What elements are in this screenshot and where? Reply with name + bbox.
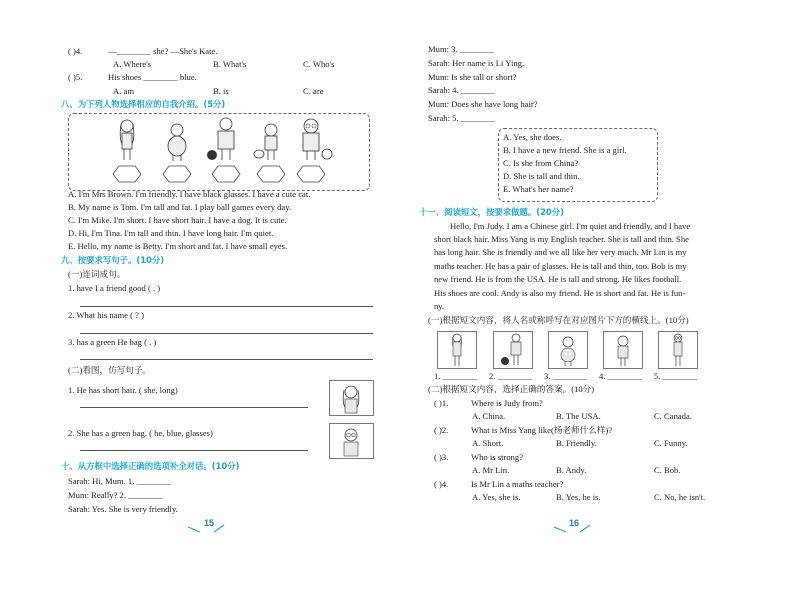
section-8-title: 八、为下列人物选择相应的自我介绍。(5分) [61,99,226,109]
answer-line-1[interactable] [80,306,373,307]
man-glasses-icon [659,332,697,368]
picture-2 [493,331,533,369]
hexagon-answer-boxes [113,166,325,182]
answer-line-3[interactable] [80,359,373,360]
dialog-option-b: B. I have a new friend. She is a girl. [503,145,627,155]
picture-label-5: 5. ________ [654,371,697,381]
imitate-question-2: 2. She has a green bag. ( he, blue, glasses) [68,428,213,438]
picture-boy-glasses [329,423,374,459]
choice-3-option-a: A. Mr Lin. [472,465,510,475]
tall-woman-icon [438,332,476,368]
page-decoration-right-icon [552,520,592,534]
dialog-line-9: Sarah: 5. ________ [428,113,496,123]
question-4-number: ( )4. [68,46,83,56]
hexagon-box-1 [113,166,141,182]
intro-option-e: E. Hello, my name is Betty. I'm short and fat. I have small eyes. [68,241,288,251]
picture-girl-long-hair [329,380,374,416]
reorder-question-3: 3. has a green He bag ( . ) [68,337,157,347]
section-10-title: 十、从方框中选择正确的选项补全对话。(10分) [61,461,240,471]
intro-option-b: B. My name is Tom. I'm tall and fat. I play ball games every day. [68,202,292,212]
dialog-line-5: Sarah: Her name is Li Ying. [428,58,525,68]
section-11-title: 十一、阅读短文，按要求做题。(20分) [419,207,564,217]
question-5-option-c: C. are [303,86,324,96]
short-boy-icon [549,332,587,368]
figure-tall-boy-ball [207,118,234,160]
answer-line-4[interactable] [80,407,308,408]
figure-short-fat-girl [168,124,186,161]
question-5-number: ( )5. [68,72,83,82]
choice-1-option-c: C. Canada. [654,411,692,421]
dialog-option-e: E. What's her name? [503,184,574,194]
answer-line-2[interactable] [80,333,373,334]
dialog-line-7: Sarah: 4. ________ [428,85,496,95]
question-4-option-c: C. Who's [303,59,335,69]
picture-label-2: 2. ________ [489,371,532,381]
dialog-line-6: Mum: Is she tall or short? [428,72,517,82]
passage-line-1: Hello, I'm Judy. I am a Chinese girl. I'm quiet and friendly, and I have [450,221,691,231]
choice-1-text: Where is Judy from? [471,398,543,408]
choice-1-option-a: A. China. [472,411,506,421]
boy-football-icon [494,332,532,368]
boy-picture-icon [330,424,373,458]
hexagon-box-4 [257,166,285,182]
picture-label-3: 3. ________ [544,371,587,381]
question-5-option-b: B. is [213,86,229,96]
dialog-option-c: C. Is she from China? [503,158,579,168]
picture-1 [437,331,477,369]
page-number-right: 16 [569,518,580,528]
dialog-option-d: D. She is tall and thin. [503,171,580,181]
choice-2-text: What is Miss Yang like(杨老师什么样)? [471,425,613,435]
choice-2-number: ( )2. [434,425,449,435]
choice-1-option-b: B. The USA. [556,411,601,421]
reorder-question-1: 1. have I a friend good ( . ) [68,283,161,293]
girl-picture-icon [330,381,373,415]
choice-3-option-b: B. Andy. [556,465,587,475]
choice-3-number: ( )3. [434,452,449,462]
question-4-option-a: A. Where's [113,59,152,69]
figures-box [68,113,370,191]
picture-4 [603,331,643,369]
picture-label-4: 4. ________ [599,371,642,381]
section-11-part-1: (一)根据短文内容，将人名或称呼写在对应图片下方的横线上。(10分) [428,315,689,325]
choice-4-option-c: C. No, he isn't. [654,492,706,502]
dialog-line-4: Mum: 3. ________ [428,44,495,54]
passage-line-3: has long hair. She is friendly and we all like her very much. Mr Lin is my [434,247,687,257]
intro-option-a: A. I'm Mrs Brown. I'm friendly. I have black glasses. I have a cute cat. [68,189,311,199]
choice-4-option-b: B. Yes, he is. [556,492,601,502]
imitate-question-1: 1. He has short hair. ( she, long) [68,385,178,395]
choice-2-option-b: B. Friendly. [556,438,597,448]
passage-line-7: ny. [434,301,445,311]
question-5-text: His shoes ________ blue. [108,72,197,82]
picture-label-1: 1. ________ [434,371,477,381]
figure-woman-glasses-cat [303,119,332,160]
dialog-line-3: Sarah: Yes. She is very friendly. [68,504,178,514]
passage-line-2: short black hair. Miss Yang is my English teacher. She is tall and thin. She [434,234,689,244]
passage-line-5: new friend. He is from the USA. He is tall and strong. He likes football. [434,274,682,284]
section-9-part-1: (一)连词成句。 [68,269,126,279]
picture-5 [658,331,698,369]
dialog-option-a: A. Yes, she does. [503,132,562,142]
page-decoration-left-icon [186,520,226,534]
intro-option-d: D. Hi, I'm Tina. I'm tall and thin. I have long hair. I'm quiet. [68,228,274,238]
section-9-title: 九、按要求写句子。(10分) [61,255,165,265]
passage-line-4: maths teacher. He has a pair of glasses. He is tall and thin, too. Bob is my [434,261,687,271]
choice-3-text: Who is strong? [471,452,524,462]
figure-short-boy-dog [254,124,277,160]
picture-3 [548,331,588,369]
choice-2-option-a: A. Short. [472,438,504,448]
hexagon-box-2 [163,166,191,182]
section-11-part-2: (二)根据短文内容，选择正确的答案。(10分) [428,384,595,394]
dialog-line-8: Mum: Does she have long hair? [428,99,538,109]
question-5-option-a: A. am [113,86,135,96]
hexagon-box-5 [297,166,325,182]
figure-tall-girl [120,120,134,160]
answer-line-5[interactable] [80,450,308,451]
character-figures [69,114,369,190]
girl-icon [604,332,642,368]
choice-4-option-a: A. Yes, she is. [472,492,521,502]
choice-4-text: Is Mr Lin a maths teacher? [471,479,564,489]
question-4-option-b: B. What's [213,59,247,69]
dialog-line-1: Sarah: Hi, Mum. 1. ________ [68,476,171,486]
page-number-left: 15 [204,518,215,528]
choice-1-number: ( )1. [434,398,449,408]
dialog-line-2: Mum: Really? 2. ________ [68,490,163,500]
choice-2-option-c: C. Funny. [654,438,688,448]
intro-option-c: C. I'm Mike. I'm short. I have short hair. I have a dog. It is cute. [68,215,287,225]
choice-4-number: ( )4. [434,479,449,489]
passage-line-6: His shoes are cool. Andy is also my friend. He is short and fat. He is fun- [434,288,686,298]
hexagon-box-3 [212,166,240,182]
section-9-part-2: (二)看图，仿写句子。 [68,365,152,375]
question-4-text: —________ she? —She's Kate. [108,46,218,56]
reorder-question-2: 2. What his name ( ? ) [68,310,144,320]
choice-3-option-c: C. Bob. [654,465,681,475]
